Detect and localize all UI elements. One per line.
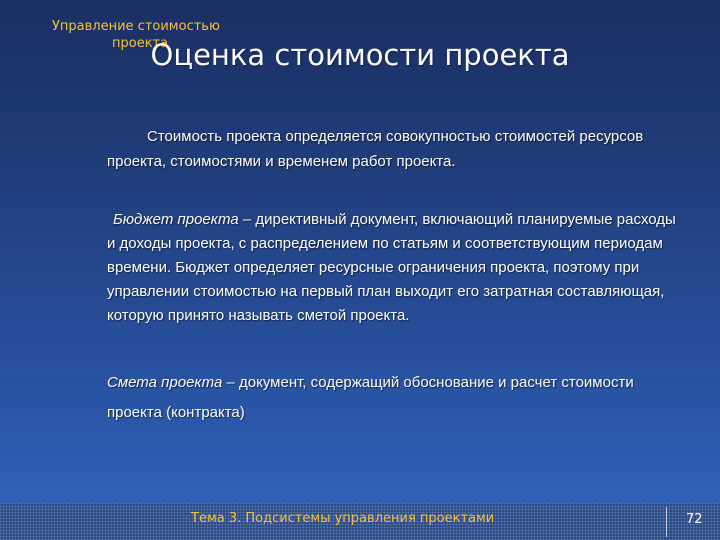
section-label-line2: проекта	[112, 36, 169, 51]
footer-topic: Тема 3. Подсистемы управления проектами	[191, 511, 495, 526]
footer-divider	[666, 507, 667, 537]
paragraph-cost-definition: Стоимость проекта определяется совокупностью стоимостей ресурсов проекта, стоимостями и временем работ проекта.	[107, 128, 644, 170]
term-budget: Бюджет проекта –	[113, 211, 252, 228]
section-label-line1: Управление стоимостью	[52, 19, 220, 34]
estimate-definition: – документ, содержащий обоснование и расчет стоимости проекта (контракта)	[107, 374, 634, 421]
slide-body	[107, 124, 682, 428]
slide-title: Оценка стоимости проекта	[150, 38, 570, 72]
paragraph-estimate	[107, 368, 682, 428]
term-estimate: Смета проекта	[107, 374, 223, 391]
budget-definition: директивный документ, включающий планируемые расходы и доходы проекта, с распределением по статьям и соответствующим периодам времени. Бюджет определяет ресурсные ограничения проекта, поэтому при управлении стоимостью на первый план выходит его затратная составляющая, которую принято называть сметой проекта.	[107, 211, 676, 324]
paragraph-budget	[107, 208, 682, 328]
page-number: 72	[686, 512, 703, 527]
footer-bar	[0, 503, 720, 540]
